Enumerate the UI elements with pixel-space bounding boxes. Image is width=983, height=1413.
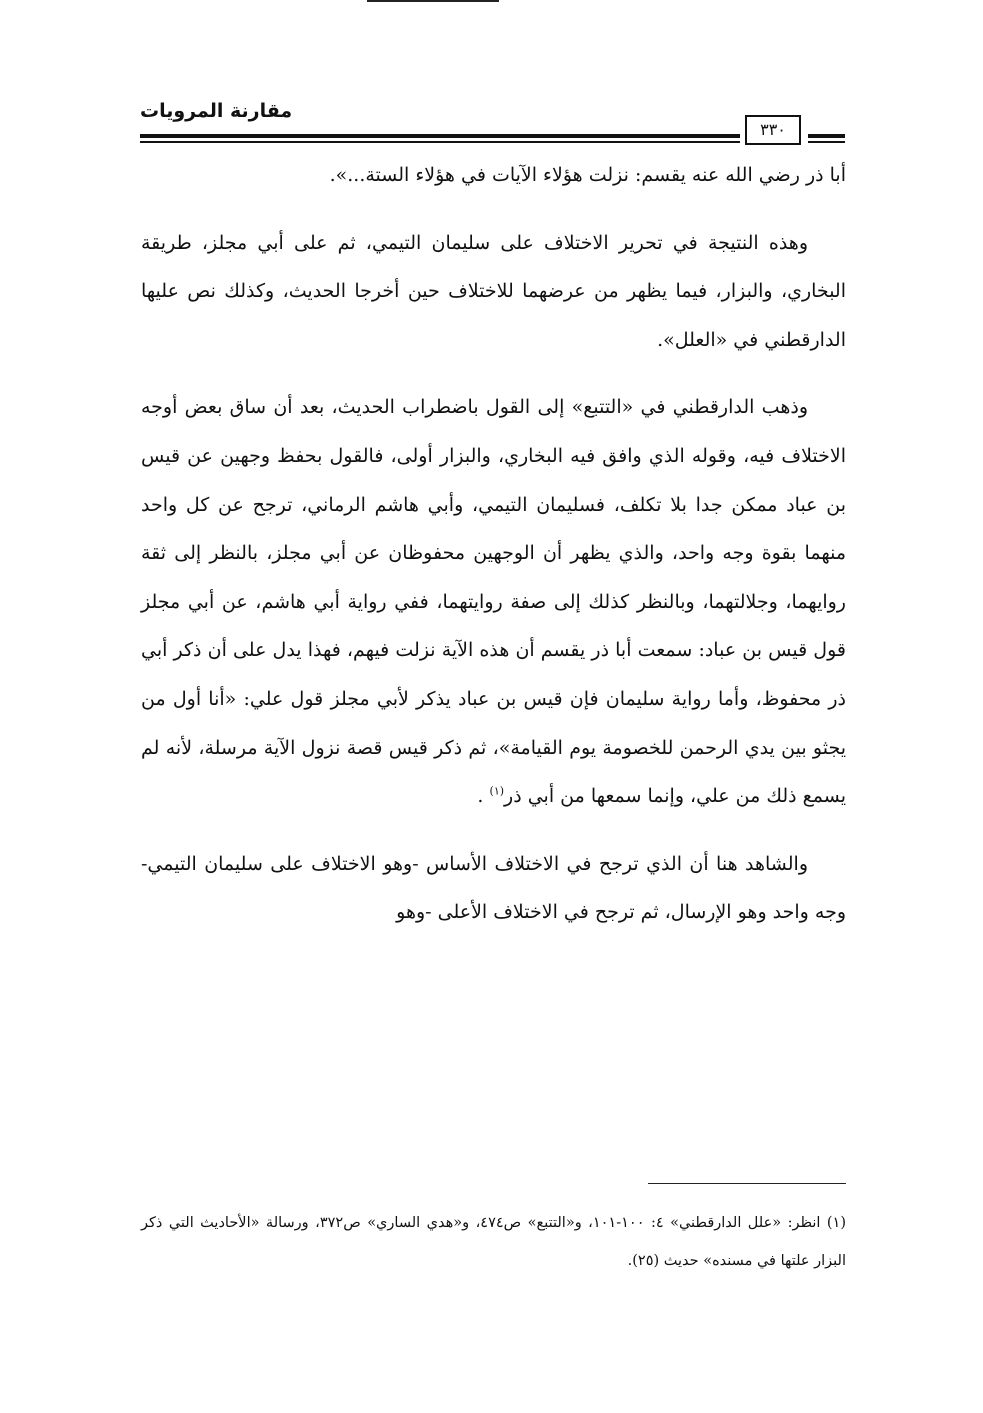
page-header [140,100,845,150]
header-tail-thick-rule [808,134,845,138]
paragraph-1: أبا ذر رضي الله عنه يقسم: نزلت هؤلاء الآيات في هؤلاء الستة...». [329,164,846,186]
footnote-separator [648,1183,846,1184]
header-thick-rule [140,134,740,138]
paragraph-3-text: وذهب الدارقطني في «التتبع» إلى القول باضطراب الحديث، بعد أن ساق بعض أوجه الاختلاف فيه، وقوله الذي وافق فيه البخاري، والبزار أولى، فالقول بحفظ وجهين عن قيس بن عباد ممكن جدا بلا تكلف، فسليمان التيمي، وأبي هاشم الرماني، ترجح عن كل واحد منهما بقوة وجه واحد، والذي يظهر أن الوجهين محفوظان عن أبي مجلز، بالنظر إلى ثقة روايهما، وجلالتهما، وبالنظر كذلك إلى صفة روايتهما، ففي رواية أبي هاشم، عن أبي مجلز قول قيس بن عباد: سمعت أبا ذر يقسم أن هذه الآية نزلت فيهم، فهذا يدل على أن ذكر أبي ذر محفوظ، وأما رواية سليمان فإن قيس بن عباد يذكر لأبي مجلز قول علي: «أنا أول من يجثو بين يدي الرحمن للخصومة يوم القيامة»، ثم ذكر قيس قصة نزول الآية مرسلة، لأنه لم يسمع ذلك من علي، وإنما سمعها من أبي ذر [141,396,846,808]
header-tail-thin-rule [808,141,845,143]
paragraph-4: والشاهد هنا أن الذي ترجح في الاختلاف الأساس -وهو الاختلاف على سليمان التيمي- وجه واحد وهو الإرسال، ثم ترجح في الاختلاف الأعلى -وهو [141,852,846,924]
footnote-reference[interactable]: (١) [489,784,505,798]
top-edge-rule [367,0,499,2]
page-number: ٣٣٠ [745,115,801,145]
header-thin-rule [140,141,740,143]
footnotes [141,1204,846,1280]
paragraph-3 [141,383,846,820]
main-text [141,151,846,956]
paragraph-3-end: . [477,785,490,808]
footnote-1: (١) انظر: «علل الدارقطني» ٤: ١٠٠-١٠١، و«التتبع» ص٤٧٤، و«هدي الساري» ص٣٧٢، ورسالة «الأحاديث التي ذكر البزار علتها في مسنده» حديث (٢٥). [141,1215,846,1269]
paragraph-2: وهذه النتيجة في تحرير الاختلاف على سليمان التيمي، ثم على أبي مجلز، طريقة البخاري، والبزار، فيما يظهر من عرضهما للاختلاف حين أخرجا الحديث، وكذلك نص عليها الدارقطني في «العلل». [141,231,846,351]
running-title: مقارنة المرويات [140,100,293,122]
